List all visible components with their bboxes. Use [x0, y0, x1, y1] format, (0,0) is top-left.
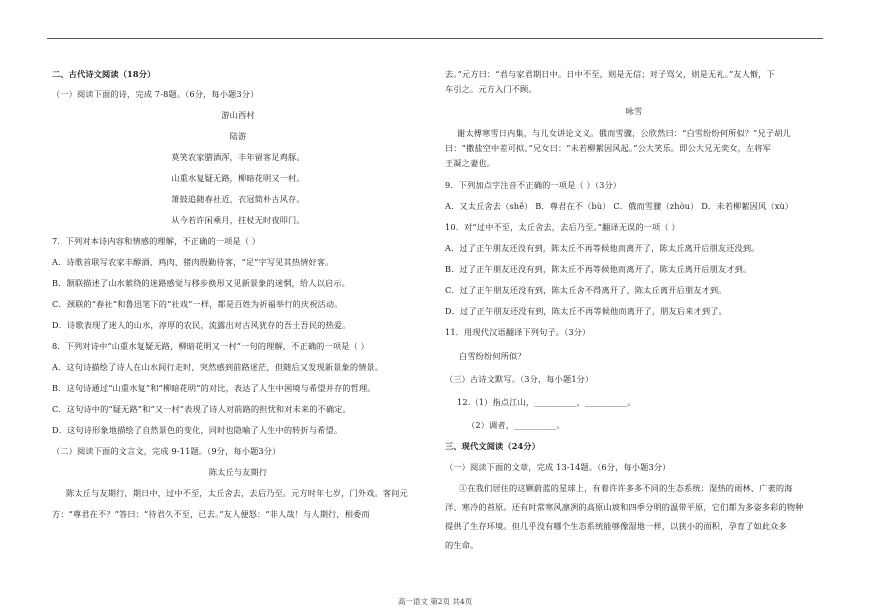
question-10-option-b: B．过了正午朋友还没有到，陈太丘不再等候他而离开了，陈太丘离开后朋友才到。 — [445, 264, 752, 274]
question-10-option-d: D．过了正午朋友还没有到，陈太丘不再等候他而离开了，朋友后来才到了。 — [445, 306, 727, 316]
header-rule — [47, 38, 823, 39]
poem-line: 箫鼓追随春社近，衣冠简朴古风存。 — [171, 194, 305, 204]
question-7-option-a: A．诗歌首联写农家丰醇酒、鸡肉、猪肉殷勤待客，“足”字写见其热情好客。 — [52, 257, 334, 267]
poem-author: 陆游 — [229, 131, 247, 141]
prose-line: 陈太丘与友期行，期日中，过中不至，太丘舍去，去后乃至。元方时年七岁，门外戏。客问元 — [66, 488, 408, 498]
question-7-option-b: B．颔联描述了山水萦绕的迷路感觉与移步换形又见新景象的迷惘，给人以启示。 — [52, 278, 350, 288]
section3-title: 三、现代文阅读（24分） — [445, 441, 541, 451]
prose-line: 方：“尊君在不？”答曰：“待君久不至，已去。”友人便怒：“非人哉！与人期行，相委而 — [52, 509, 370, 519]
question-9: 9．下列加点字注音不正确的一项是（ ）（3分） — [445, 180, 622, 190]
page-footer: 高一语文 第2页 共4页 — [397, 597, 473, 606]
question-12-part2: （2）调者，__________。 — [467, 420, 565, 430]
question-8-option-b: B．这句诗通过“山重水复”和“柳暗花明”的对比，表达了人生中困境与希望并存的哲理。 — [52, 383, 376, 393]
article-paragraph-line: 洋、寒冷的苔原。还有时常寒风凛冽的高原山坡和四季分明的温带平原，它们都为多姿多彩的物种 — [445, 502, 804, 512]
prose-continuation-line: 车引之。元方入门不顾。 — [445, 84, 537, 94]
subsection4-instruction: （一）阅读下面的文章，完成 13-14题。（6分，每小题3分） — [445, 462, 671, 472]
poem-title: 游山西村 — [221, 110, 255, 120]
article-paragraph-line: 的生命。 — [445, 540, 479, 550]
question-8-option-c: C．这句诗中的“疑无路”和“又一村”表现了诗人对前路的担忧和对未来的不确定。 — [52, 404, 351, 414]
poem2-line: 王凝之妻也。 — [445, 158, 496, 168]
poem2-title: 咏雪 — [625, 106, 643, 116]
subsection1-instruction: （一）阅读下面的诗，完成 7-8题。（6分，每小题3分） — [52, 89, 259, 99]
question-7: 7．下列对本诗内容和情感的理解，不正确的一项是（ ） — [52, 236, 261, 246]
poem-line: 莫笑农家腊酒浑，丰年留客足鸡豚。 — [171, 152, 305, 162]
subsection3-instruction: （三）古诗文默写。（3分，每小题1分） — [445, 374, 594, 384]
poem2-line: 谢太傅寒雪日内集，与儿女讲论文义。俄而雪骤，公欣然曰：“白雪纷纷何所似？”兄子胡儿 — [457, 128, 791, 138]
question-10-option-a: A．过了正午朋友还没有到，陈太丘不再等候他而离开了，陈太丘离开后朋友还没到。 — [445, 243, 760, 253]
question-12-part1: 12.（1）指点江山，__________，__________。 — [457, 397, 636, 407]
section2-title: 二、古代诗文阅读（18分） — [52, 69, 156, 79]
article-paragraph-line: 提供了生存环境。但几乎没有哪个生态系统能够像湿地一样，以狭小的面积，孕育了如此众多 — [445, 521, 787, 531]
prose-continuation-line: 去。”元方曰：“君与家君期日中。日中不至，则是无信；对子骂父，则是无礼。”友人惭，下 — [445, 69, 775, 79]
question-9-options: A．又太丘舍去（shě） B．尊君在不（bù） C．俄而雪骤（zhòu） D．未若柳絮因风（xù） — [445, 201, 794, 211]
subsection2-instruction: （二）阅读下面的文言文，完成 9-11题。（9分，每小题3分） — [52, 446, 281, 456]
question-10-option-c: C．过了正午朋友还没有到，陈太丘舍不得离开了，陈太丘离开后朋友才到。 — [445, 285, 727, 295]
question-7-option-d: D．诗歌表现了迷人的山水，淳厚的农民，流露出对古风犹存的吾土吾民的热爱。 — [52, 320, 351, 330]
prose-title: 陈太丘与友期行 — [208, 467, 268, 477]
poem-line: 从今若许闲乘月，拄杖无时夜叩门。 — [171, 215, 305, 225]
question-8-option-a: A．这句诗描绘了诗人在山水间行走时，突然感到前路迷茫，但随后又发现新景象的情景。 — [52, 362, 384, 372]
question-11-sentence: 白雪纷纷何所似？ — [459, 351, 526, 361]
question-8: 8．下列对诗中“山重水复疑无路，柳暗花明又一村”一句的理解，不正确的一项是（ ） — [52, 341, 369, 351]
poem2-line: 曰：“撒盐空中差可拟。”兄女曰：“未若柳絮因风起。”公大笑乐。即公大兄无奕女，左将军 — [445, 143, 771, 153]
question-11: 11．用现代汉语翻译下列句子。（3分） — [445, 327, 591, 337]
poem-line: 山重水复疑无路，柳暗花明又一村。 — [171, 173, 305, 183]
article-paragraph-line: ①在我们居住的这颗蔚蓝的星球上，有着许许多多不同的生态系统：湿热的雨林、广袤的海 — [459, 483, 793, 493]
question-8-option-d: D．这句诗形象地描绘了自然景色的变化，同时也隐喻了人生中的转折与希望。 — [52, 425, 343, 435]
question-10: 10．对“过中不至，太丘舍去，去后乃至。”翻译无误的一项（ ） — [445, 222, 680, 232]
question-7-option-c: C．颈联的“春社”和鲁迅笔下的“社戏”一样，都是百姓为祈福举行的庆祝活动。 — [52, 299, 343, 309]
